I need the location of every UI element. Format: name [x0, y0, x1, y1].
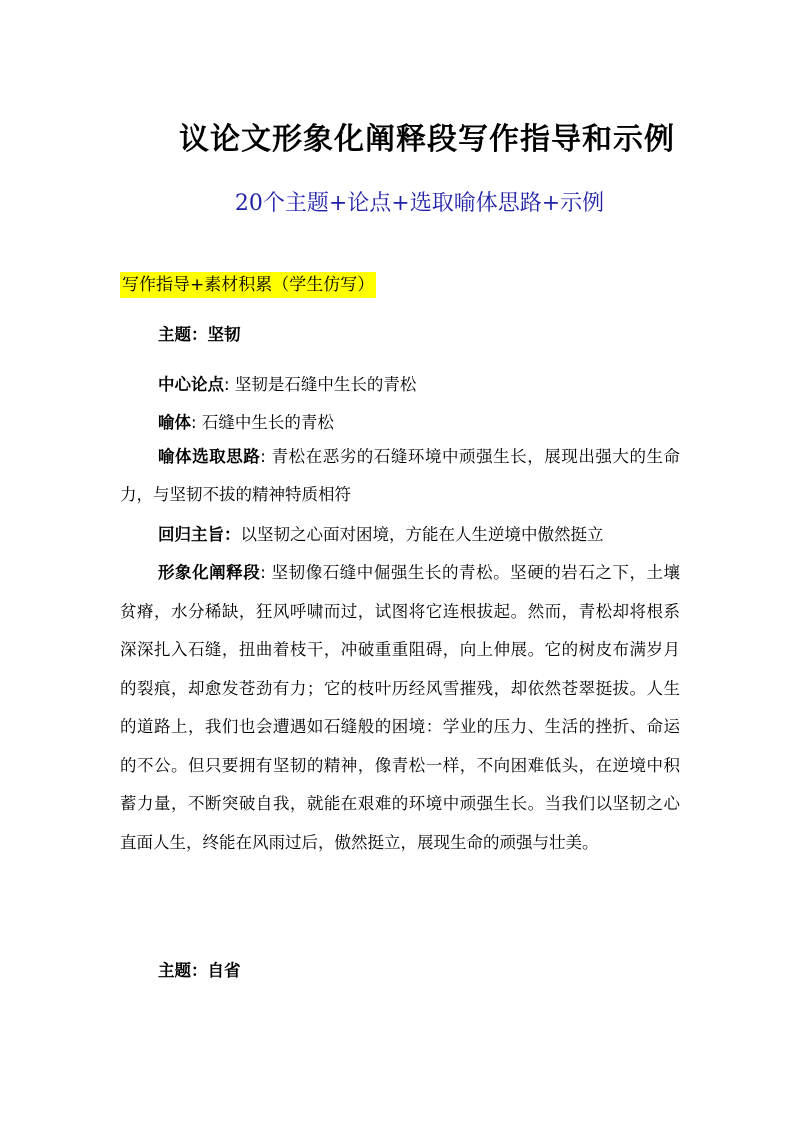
theme-section-1: [120, 322, 680, 862]
theme-label: 主题：: [158, 325, 208, 344]
reasoning-value: 青松在恶劣的石缝环境中顽强生长，展现出强大的生命力，与坚韧不拔的精神特质相符: [120, 447, 681, 504]
highlighted-section-heading: 写作指导+素材积累（学生仿写）: [120, 272, 376, 298]
theme-line: [120, 322, 680, 348]
theme-value: 自省: [207, 961, 241, 980]
thesis-label: 中心论点: [158, 375, 224, 394]
illustration-label: 形象化阐释段: [158, 563, 261, 582]
document-title: 议论文形象化阐释段写作指导和示例: [179, 122, 675, 157]
vehicle-separator: :: [191, 413, 197, 432]
vehicle-value: 石缝中生长的青松: [201, 413, 334, 432]
theme-value: 坚韧: [207, 325, 241, 344]
illustration-paragraph: [120, 554, 680, 862]
theme-label: 主题：: [158, 961, 208, 980]
reasoning-label: 喻体选取思路: [158, 447, 261, 466]
theme-section-2: [120, 958, 680, 984]
thesis-separator: :: [224, 375, 230, 394]
illustration-value: 坚韧像石缝中倔强生长的青松。坚硬的岩石之下，土壤贫瘠，水分稀缺，狂风呼啸而过，试图将它连根拔起。然而，青松却将根系深深扎入石缝，扭曲着枝干，冲破重重阻碍，向上伸展。它的树皮布满岁月的裂痕，却愈发苍劲有力；它的枝叶历经风雪摧残，却依然苍翠挺拔。人生的道路上，我们也会遭遇如石缝般的困境：学业的压力、生活的挫折、命运的不公。但只要拥有坚韧的精神，像青松一样，不向困难低头，在逆境中积蓄力量，不断突破自我，就能在艰难的环境中顽强生长。当我们以坚韧之心直面人生，终能在风雨过后，傲然挺立，展现生命的顽强与壮美。: [120, 563, 681, 852]
illustration-separator: :: [260, 563, 266, 582]
document-subtitle: 20个主题+论点+选取喻体思路+示例: [234, 191, 605, 216]
vehicle-label: 喻体: [158, 413, 191, 432]
return-value: 以坚韧之心面对困境，方能在人生逆境中傲然挺立: [240, 525, 604, 544]
reasoning-paragraph: [120, 438, 680, 514]
return-line: [120, 520, 680, 550]
thesis-line: [120, 372, 680, 398]
theme-line: [120, 958, 680, 984]
vehicle-line: [120, 410, 680, 436]
thesis-value: 坚韧是石缝中生长的青松: [234, 375, 417, 394]
reasoning-separator: :: [260, 447, 266, 466]
return-label: 回归主旨：: [158, 525, 241, 544]
